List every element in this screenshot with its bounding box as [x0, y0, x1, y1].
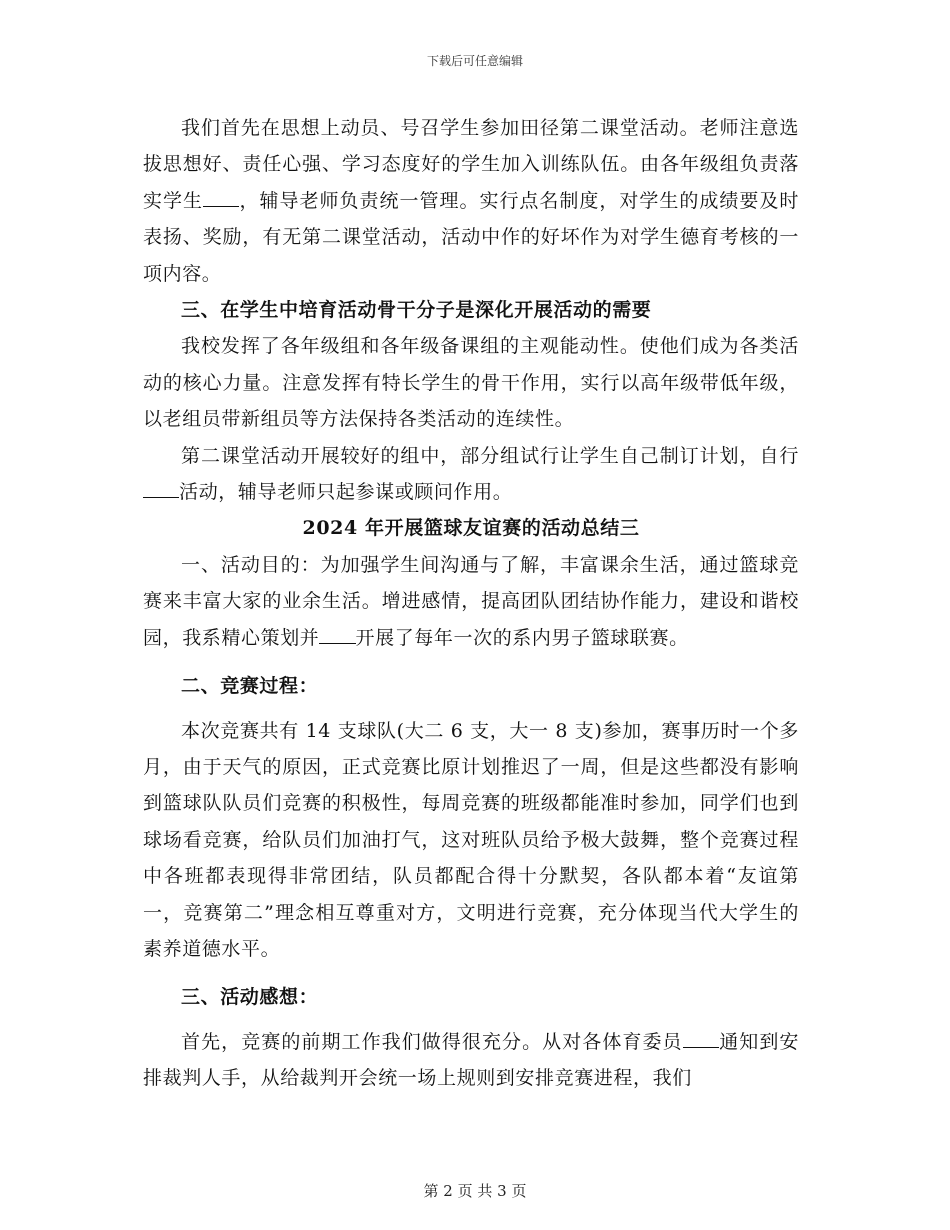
- section-heading-process: 二、竞赛过程：: [181, 675, 319, 698]
- paragraph-mobilization: [143, 110, 799, 292]
- paragraph-process: 本次竞赛共有 14 支球队(大二 6 支，大一 8 支)参加，赛事历时一个多月，由于天气的原因，正式竞赛比原计划推迟了一周，但是这些都没有影响到篮球队队员们竞赛的积极性，每周竞赛的班级都能准时参加，同学们也到球场看竞赛，给队员们加油打气，这对班队员给予极大鼓舞，整个竞赛过程中各班都表现得非常团结，队员都配合得十分默契，各队都本着“友谊第一，竞赛第二”理念相互尊重对方，文明进行竞赛，充分体现当代大学生的素养道德水平。: [143, 719, 799, 960]
- blank-underline: [319, 624, 355, 644]
- text-segment: 开展了每年一次的系内男子篮球联赛。: [355, 626, 689, 649]
- blank-underline: [143, 478, 179, 498]
- text-segment: 通知到安排裁判人手，从给裁判开会统一场上规则到安排竞赛进程，我们: [143, 1030, 799, 1090]
- paragraph-backbone: 我校发挥了各年级组和各年级备课组的主观能动性。使他们成为各类活动的核心力量。注意发挥有特长学生的骨干作用，实行以高年级带低年级，以老组员带新组员等方法保持各类活动的连续性。: [143, 335, 799, 431]
- blank-underline: [683, 1028, 719, 1048]
- paragraph-purpose: [143, 547, 799, 656]
- text-segment: 一、活动目的：为加强学生间沟通与了解，丰富课余生活，通过篮球竞赛来丰富大家的业余生活。增进感情，提高团队团结协作能力，建设和谐校园，我系精心策划并: [143, 553, 799, 649]
- text-segment: 我们首先在思想上动员、号召学生参加田径第二课堂活动。老师注意选拔思想好、责任心强、学习态度好的学生加入训练队伍。由各年级组负责落实学生: [143, 117, 799, 212]
- blank-underline: [203, 187, 239, 207]
- section-heading-3: 三、在学生中培育活动骨干分子是深化开展活动的需要: [181, 299, 652, 322]
- text-segment: 第二课堂活动开展较好的组中，部分组试行让学生自己制订计划，自行: [181, 444, 799, 467]
- document-body: [143, 110, 799, 1097]
- text-segment: 活动，辅导老师只起参谋或顾问作用。: [179, 481, 513, 504]
- paragraph-reflection: [143, 1024, 799, 1097]
- text-segment: 首先，竞赛的前期工作我们做得很充分。从对各体育委员: [181, 1030, 683, 1053]
- section-heading-reflection: 三、活动感想：: [181, 986, 319, 1009]
- page-header-note: 下载后可任意编辑: [426, 54, 523, 68]
- document-title: 2024 年开展篮球友谊赛的活动总结三: [302, 517, 640, 540]
- page-footer-number: 第 2 页 共 3 页: [423, 1182, 527, 1200]
- text-segment: ，辅导老师负责统一管理。实行点名制度，对学生的成绩要及时表扬、奖励，有无第二课堂活动，活动中作的好坏作为对学生德育考核的一项内容。: [143, 189, 799, 285]
- paragraph-self-plan: [143, 438, 799, 511]
